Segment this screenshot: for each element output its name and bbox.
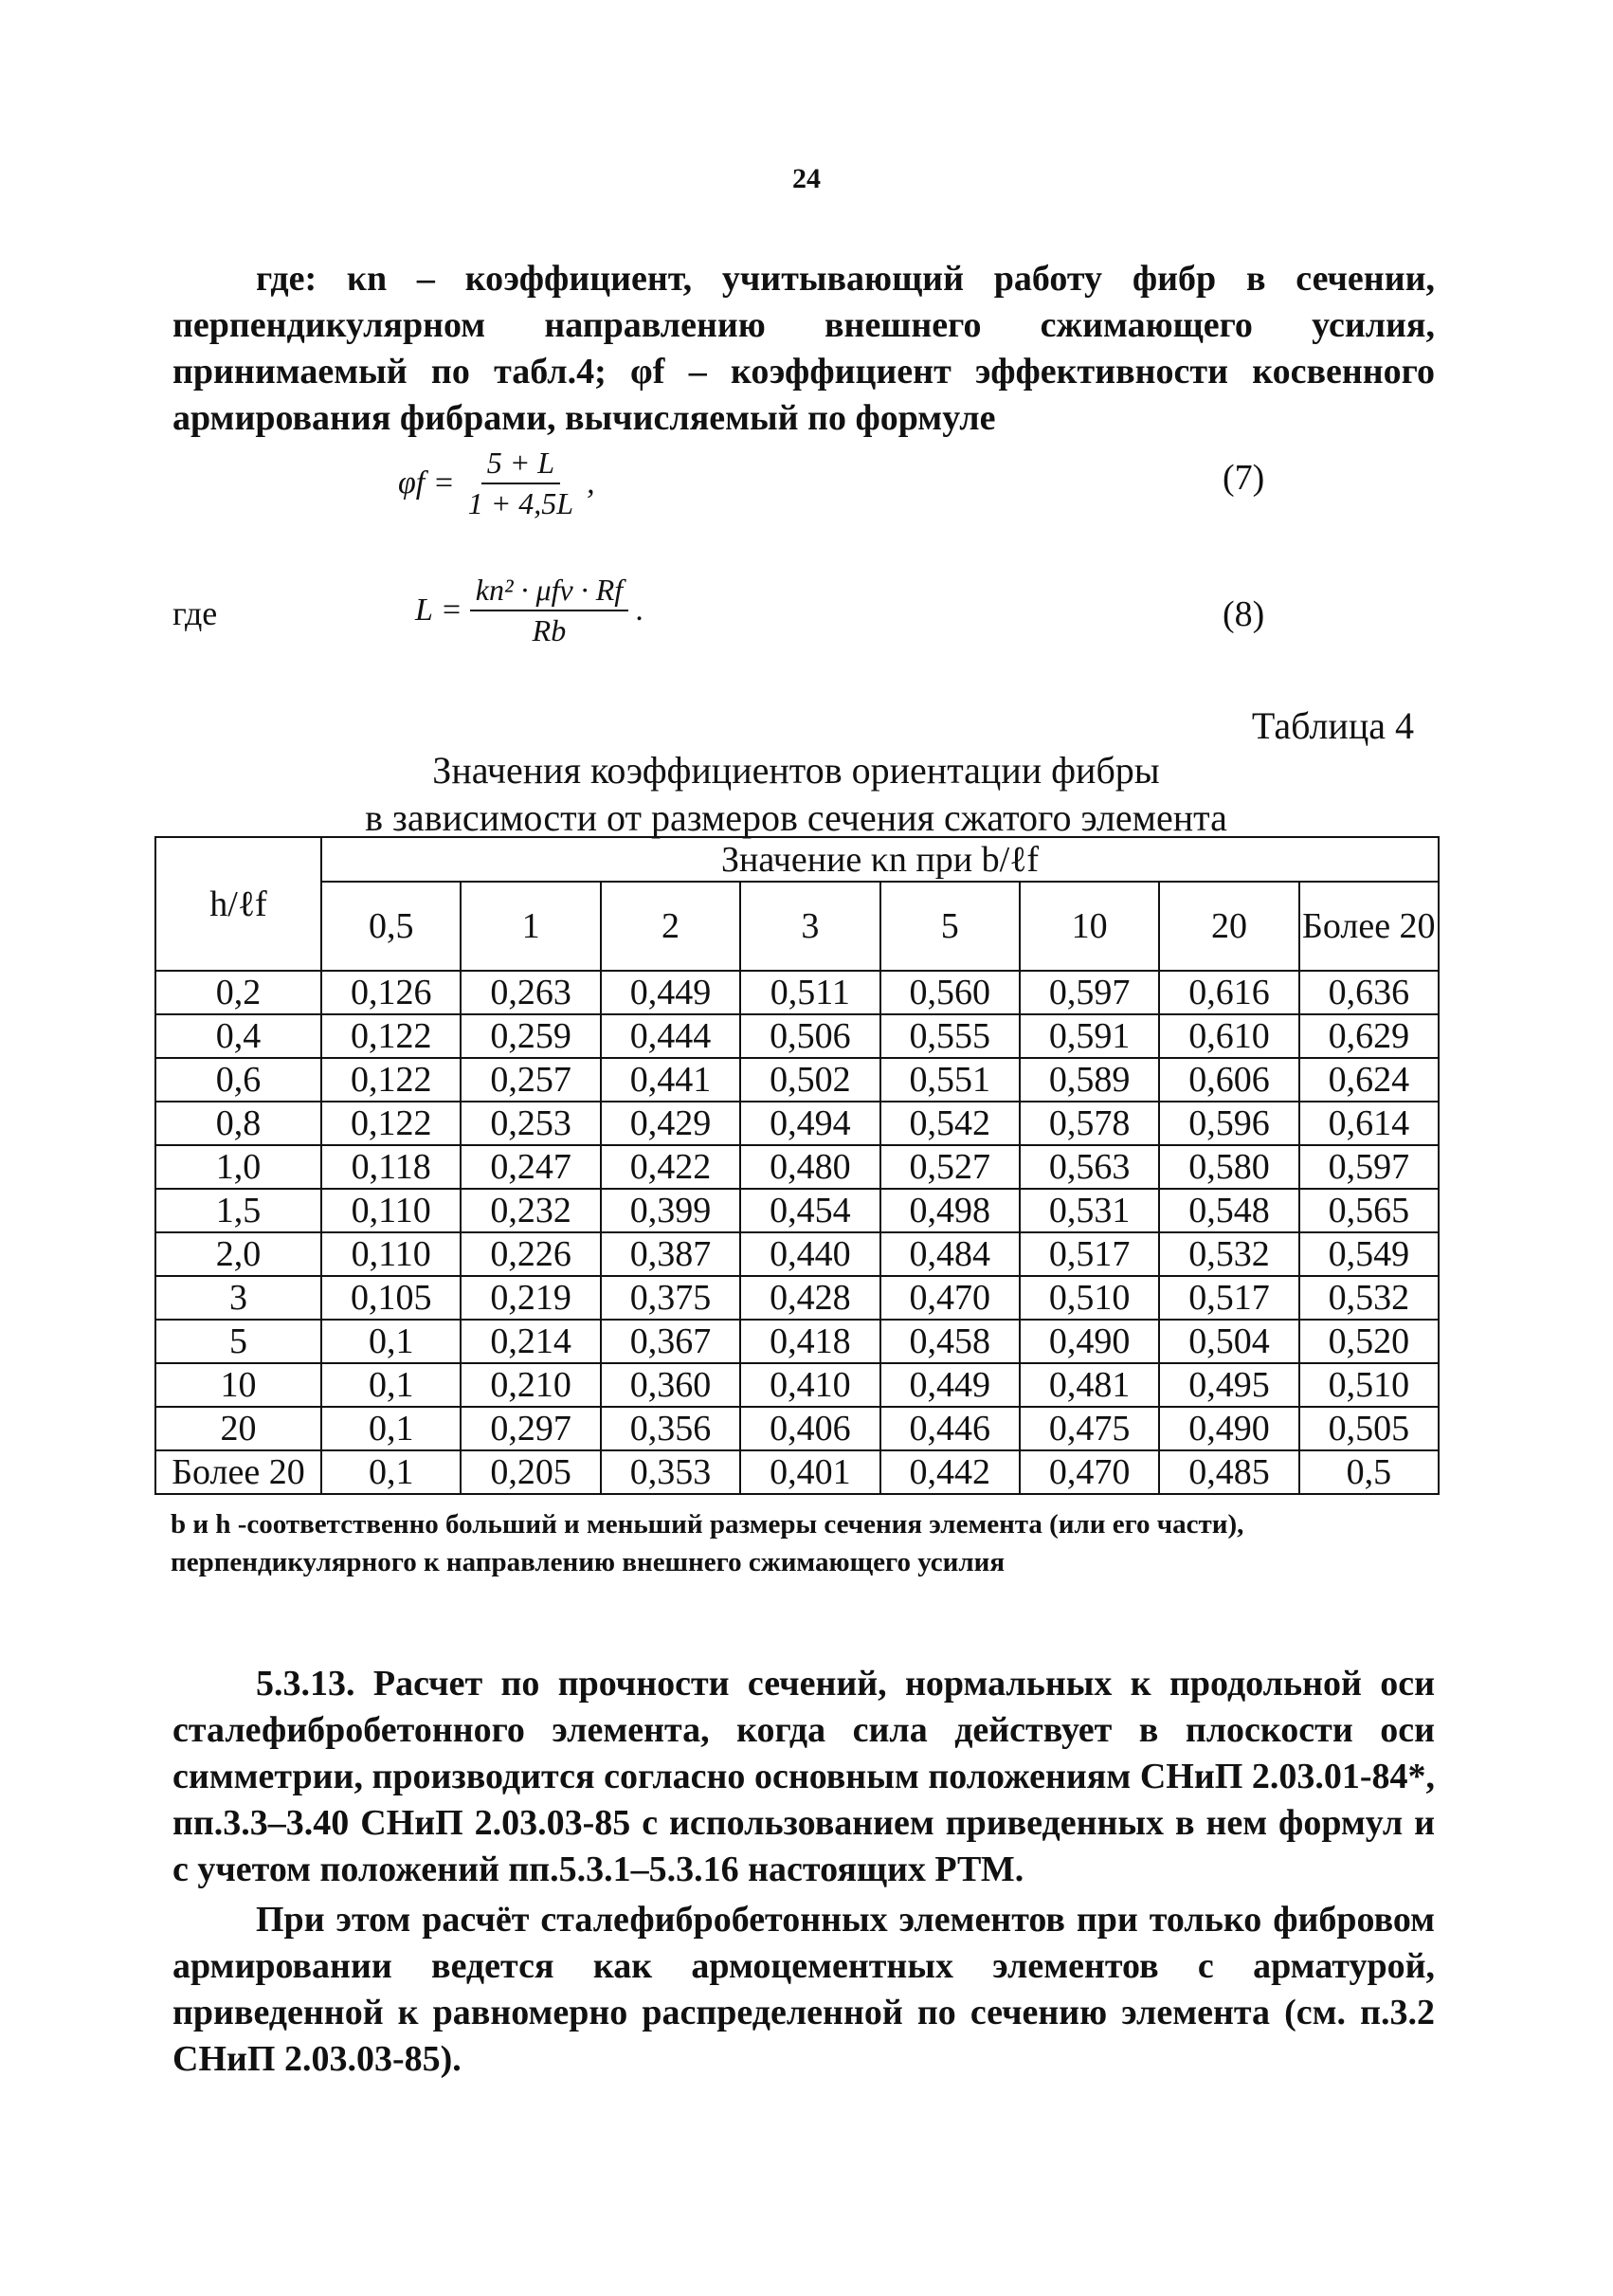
formula-8-denominator: Rb [532, 613, 567, 647]
row-label-cell: 2,0 [155, 1232, 321, 1276]
column-header: 0,5 [321, 882, 461, 971]
table-cell: 0,1 [321, 1450, 461, 1494]
table-cell: 0,510 [1299, 1363, 1439, 1407]
table-cell: 0,511 [740, 971, 879, 1014]
table-cell: 0,532 [1299, 1276, 1439, 1320]
column-header: 1 [461, 882, 600, 971]
table-cell: 0,597 [1020, 971, 1159, 1014]
table-cell: 0,259 [461, 1014, 600, 1058]
formula-8-number: (8) [1223, 594, 1265, 634]
table-body [155, 971, 1439, 1494]
table-row [155, 1102, 1439, 1145]
coefficients-table [154, 836, 1440, 1495]
column-header: 2 [601, 882, 740, 971]
table-cell: 0,1 [321, 1320, 461, 1363]
formula-8-fraction [470, 573, 628, 648]
table-cell: 0,475 [1020, 1407, 1159, 1450]
table-cell: 0,442 [880, 1450, 1020, 1494]
table-cell: 0,5 [1299, 1450, 1439, 1494]
row-label-cell: 1,5 [155, 1189, 321, 1232]
page-number: 24 [792, 163, 821, 194]
table-cell: 0,1 [321, 1407, 461, 1450]
table-cell: 0,422 [601, 1145, 740, 1189]
table-cell: 0,506 [740, 1014, 879, 1058]
table-cell: 0,418 [740, 1320, 879, 1363]
table-row [155, 1232, 1439, 1276]
formula-8-numerator: kn² · μfv · Rf [470, 573, 628, 611]
table-cell: 0,470 [880, 1276, 1020, 1320]
table-row [155, 1014, 1439, 1058]
table-cell: 0,531 [1020, 1189, 1159, 1232]
table-cell: 0,226 [461, 1232, 600, 1276]
table-cell: 0,517 [1020, 1232, 1159, 1276]
table-cell: 0,580 [1159, 1145, 1298, 1189]
table-cell: 0,399 [601, 1189, 740, 1232]
table-cell: 0,549 [1299, 1232, 1439, 1276]
table-cell: 0,624 [1299, 1058, 1439, 1102]
table-row [155, 1058, 1439, 1102]
formula-7-lhs: φf = [398, 465, 455, 501]
table-cell: 0,504 [1159, 1320, 1298, 1363]
column-header: 3 [740, 882, 879, 971]
table-cell: 0,636 [1299, 971, 1439, 1014]
table-cell: 0,219 [461, 1276, 600, 1320]
table-cell: 0,353 [601, 1450, 740, 1494]
table-title-line1: Значения коэффициентов ориентации фибры [432, 749, 1160, 792]
table-cell: 0,548 [1159, 1189, 1298, 1232]
table-cell: 0,406 [740, 1407, 879, 1450]
table-cell: 0,596 [1159, 1102, 1298, 1145]
formula-8-lhs: L = [415, 592, 462, 628]
formula-8 [415, 573, 644, 648]
table-cell: 0,449 [601, 971, 740, 1014]
table-cell: 0,629 [1299, 1014, 1439, 1058]
table-cell: 0,428 [740, 1276, 879, 1320]
table-cell: 0,480 [740, 1145, 879, 1189]
table-cell: 0,591 [1020, 1014, 1159, 1058]
table-cell: 0,360 [601, 1363, 740, 1407]
row-label-cell: 0,4 [155, 1014, 321, 1058]
table-cell: 0,565 [1299, 1189, 1439, 1232]
table-cell: 0,520 [1299, 1320, 1439, 1363]
table-cell: 0,510 [1020, 1276, 1159, 1320]
table-cell: 0,485 [1159, 1450, 1298, 1494]
table-label: Таблица 4 [1251, 704, 1414, 747]
table-cell: 0,118 [321, 1145, 461, 1189]
table-cell: 0,105 [321, 1276, 461, 1320]
table-cell: 0,505 [1299, 1407, 1439, 1450]
table-cell: 0,563 [1020, 1145, 1159, 1189]
table-cell: 0,401 [740, 1450, 879, 1494]
row-label-cell: Более 20 [155, 1450, 321, 1494]
table-row [155, 1276, 1439, 1320]
table-cell: 0,253 [461, 1102, 600, 1145]
formula-8-tail: . [636, 592, 644, 628]
table-cell: 0,410 [740, 1363, 879, 1407]
table-cell: 0,458 [880, 1320, 1020, 1363]
table-cell: 0,232 [461, 1189, 600, 1232]
table-cell: 0,257 [461, 1058, 600, 1102]
table-cell: 0,444 [601, 1014, 740, 1058]
column-header: Более 20 [1299, 882, 1439, 971]
table-cell: 0,494 [740, 1102, 879, 1145]
table-cell: 0,490 [1020, 1320, 1159, 1363]
table-row [155, 1363, 1439, 1407]
group-header: Значение κn при b/ℓf [321, 837, 1439, 882]
table-cell: 0,247 [461, 1145, 600, 1189]
table-cell: 0,495 [1159, 1363, 1298, 1407]
table-cell: 0,560 [880, 971, 1020, 1014]
intro-paragraph: где: κn – коэффициент, учитывающий работу фибр в сечении, перпендикулярном направлению внешнего сжимающего усилия, принимаемый по табл.4; φf – коэффициент эффективности косвенного армирования фибрами, вычисляемый по формуле [172, 259, 1435, 438]
row-label-cell: 20 [155, 1407, 321, 1450]
formula-7-number: (7) [1223, 458, 1265, 498]
table-cell: 0,614 [1299, 1102, 1439, 1145]
table-cell: 0,449 [880, 1363, 1020, 1407]
table-note: b и h -соответственно больший и меньший размеры сечения элемента (или его части), перпендикулярного к направлению внешнего сжимающего усилия [171, 1509, 1244, 1577]
table-cell: 0,263 [461, 971, 600, 1014]
table-cell: 0,610 [1159, 1014, 1298, 1058]
row-label-cell: 1,0 [155, 1145, 321, 1189]
table-cell: 0,110 [321, 1189, 461, 1232]
formula-7-fraction [462, 446, 579, 521]
table-cell: 0,110 [321, 1232, 461, 1276]
table-cell: 0,446 [880, 1407, 1020, 1450]
table-cell: 0,517 [1159, 1276, 1298, 1320]
table-row [155, 1407, 1439, 1450]
table-cell: 0,367 [601, 1320, 740, 1363]
row-label-cell: 0,8 [155, 1102, 321, 1145]
row-label-cell: 10 [155, 1363, 321, 1407]
formula-7-denominator: 1 + 4,5L [467, 486, 574, 520]
table-cell: 0,375 [601, 1276, 740, 1320]
table-row [155, 1450, 1439, 1494]
table-cell: 0,484 [880, 1232, 1020, 1276]
section-paragraph-1: 5.3.13. Расчет по прочности сечений, нормальных к продольной оси сталефибробетонного элемента, когда сила действует в плоскости оси симметрии, производится согласно основным положениям СНиП 2.03.01-84*, пп.3.3–3.40 СНиП 2.03.03-85 с использованием приведенных в нем формул и с учетом положений пп.5.3.1–5.3.16 настоящих РТМ. [172, 1664, 1435, 1889]
table-row [155, 1189, 1439, 1232]
section-block [172, 1661, 1435, 2086]
column-header: 5 [880, 882, 1020, 971]
table-cell: 0,470 [1020, 1450, 1159, 1494]
table-cell: 0,527 [880, 1145, 1020, 1189]
row-label-cell: 3 [155, 1276, 321, 1320]
table-cell: 0,441 [601, 1058, 740, 1102]
table-cell: 0,597 [1299, 1145, 1439, 1189]
table-cell: 0,210 [461, 1363, 600, 1407]
table-cell: 0,542 [880, 1102, 1020, 1145]
table-cell: 0,481 [1020, 1363, 1159, 1407]
table-cell: 0,551 [880, 1058, 1020, 1102]
table-cell: 0,578 [1020, 1102, 1159, 1145]
column-header: 20 [1159, 882, 1298, 971]
table-cell: 0,454 [740, 1189, 879, 1232]
table-cell: 0,498 [880, 1189, 1020, 1232]
table-cell: 0,297 [461, 1407, 600, 1450]
table-row [155, 971, 1439, 1014]
table-cell: 0,214 [461, 1320, 600, 1363]
table-cell: 0,555 [880, 1014, 1020, 1058]
table-cell: 0,490 [1159, 1407, 1298, 1450]
table-cell: 0,126 [321, 971, 461, 1014]
table-cell: 0,356 [601, 1407, 740, 1450]
row-header: h/ℓf [155, 837, 321, 971]
table-cell: 0,122 [321, 1014, 461, 1058]
column-header: 10 [1020, 882, 1159, 971]
formula-7-numerator: 5 + L [481, 446, 560, 484]
table-cell: 0,1 [321, 1363, 461, 1407]
table-cell: 0,205 [461, 1450, 600, 1494]
table-cell: 0,616 [1159, 971, 1298, 1014]
table-cell: 0,122 [321, 1102, 461, 1145]
formula-7-tail: , [587, 465, 595, 501]
table-cell: 0,122 [321, 1058, 461, 1102]
table-cell: 0,387 [601, 1232, 740, 1276]
table-cell: 0,502 [740, 1058, 879, 1102]
formula-7 [398, 446, 595, 521]
table-cell: 0,589 [1020, 1058, 1159, 1102]
row-label-cell: 0,2 [155, 971, 321, 1014]
table-cell: 0,429 [601, 1102, 740, 1145]
formula-8-label: где [172, 594, 218, 632]
row-label-cell: 5 [155, 1320, 321, 1363]
table-cell: 0,440 [740, 1232, 879, 1276]
row-label-cell: 0,6 [155, 1058, 321, 1102]
table-cell: 0,532 [1159, 1232, 1298, 1276]
table-row [155, 1320, 1439, 1363]
intro-block [172, 256, 1435, 442]
section-paragraph-2: При этом расчёт сталефибробетонных элементов при только фибровом армировании ведется как армоцементных элементов с арматурой, приведенной к равномерно распределенной по сечению элемента (см. п.3.2 СНиП 2.03.03-85). [172, 1900, 1435, 2079]
table-cell: 0,606 [1159, 1058, 1298, 1102]
table-title-line2: в зависимости от размеров сечения сжатого элемента [365, 796, 1227, 839]
table-row [155, 1145, 1439, 1189]
